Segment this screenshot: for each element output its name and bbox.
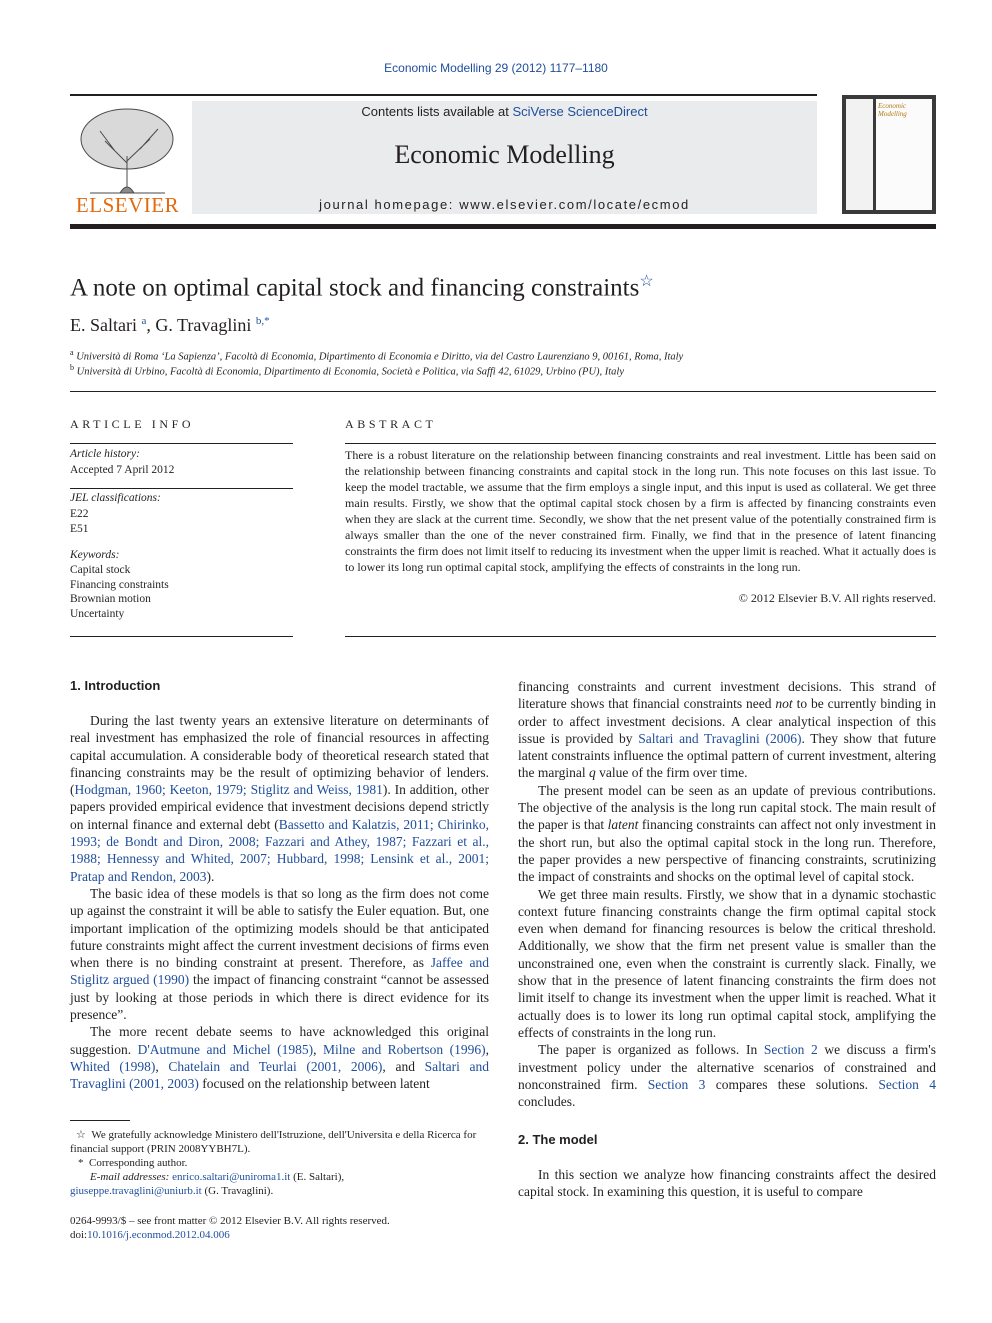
article-info-heading: ARTICLE INFO <box>70 417 195 431</box>
section-heading-introduction: 1. Introduction <box>70 678 161 693</box>
paragraph <box>70 885 489 1023</box>
info-rule <box>70 443 293 444</box>
text-run: concludes. <box>518 1094 576 1110</box>
text-run: The basic idea of these models is that so long as the firm does not come up against the constraint it will be able to satisfy the Euler equation. But, one important implication of the optimizing models should be that anticipated future constraints might affect the current investment decisions of firms even when there is no binding constraint at present. Therefore, as <box>70 885 489 971</box>
text-run: ). In addition, other papers provided empirical evidence that investment decisions depend strictly on internal finance and external debt ( <box>70 782 490 832</box>
affiliation: $^a$ Università di Roma ‘La Sapienza’, Facoltà di Economia, Dipartimento di Economia e Diritto, via del Castro Laurenziano 9, 00161, Roma, Italy <box>70 348 684 363</box>
right-column-body <box>518 678 936 1110</box>
text-run: the impact of financing constraint “cannot be assessed just by looking at those periods in which there is direct evidence for its presence”. <box>70 972 489 1023</box>
section-heading-model: 2. The model <box>518 1132 598 1147</box>
article-title: A note on optimal capital stock and financing constraints☆ <box>70 273 654 302</box>
author-list: E. Saltari $^a$, G. Travaglini $^{b,*}$ <box>70 315 270 335</box>
text-run: financing constraints and current investment decisions. This strand of literature shows that financial constraints need <box>518 679 936 712</box>
text-run: to be currently binding in order to affect investment decisions. A clear analytical inspection of this issue is provided by <box>518 696 936 746</box>
keyword: Capital stock <box>70 564 131 576</box>
sciencedirect-link[interactable]: SciVerse ScienceDirect <box>512 104 648 119</box>
text-run: , <box>485 1041 489 1057</box>
keyword: Uncertainty <box>70 607 125 620</box>
citation-link[interactable]: Whited (1998) <box>70 1058 156 1074</box>
email-link[interactable]: enrico.saltari@uniroma1.it <box>172 1171 291 1183</box>
history-label: Article history: <box>70 448 140 460</box>
author-name: E. Saltari <box>70 315 137 335</box>
title-footnote-mark[interactable]: ☆ <box>639 273 654 290</box>
text-run: . They show that future latent constraints influence the optimal pattern of current investment, altering the marginal <box>518 730 936 781</box>
text-run: During the last twenty years an extensive literature on determinants of real investment has emphasized the role of financial resources in affecting capital accumulation. A considerable body of theoretical research stated that financing constraints may be the result of optimizing behavior of lenders. ( <box>70 713 489 798</box>
citation-link[interactable]: Milne and Robertson (1996) <box>322 1041 486 1057</box>
jel-list <box>70 507 89 536</box>
paragraph <box>518 782 936 886</box>
citation-link[interactable]: Bassetto and Kalatzis, 2011; Chirinko, 1993; de Bondt and Diron, 2008; Fazzari and Athey, 1987; Fazzari et al., 1988; Hennessy and Whited, 2007; Hubbard, 1998; Lensink et al., 2001; Pratap and Rendon, 2003 <box>70 816 489 884</box>
text-run: financing constraints can affect not only investment in the short run, but also the optimal capital stock in the long run. Therefore, the paper provides a new perspective of financing constraints, scrutinizing the impact of constraints and shocks on the optimal level of capital stock. <box>518 817 936 885</box>
citation-link[interactable]: Section 4 <box>878 1076 936 1092</box>
journal-citation[interactable]: Economic Modelling 29 (2012) 1177–1180 <box>384 61 608 75</box>
text-run: value of the firm over time. <box>595 765 748 781</box>
jel-code: E22 <box>70 508 89 520</box>
info-rule <box>70 488 293 489</box>
citation-link[interactable]: Saltari and Travaglini (2006) <box>638 730 802 746</box>
text-run: In this section we analyze how financing constraints affect the desired capital stock. In examining this question, it is useful to compare <box>518 1167 936 1200</box>
emphasis-text: latent <box>607 817 639 833</box>
contents-line: Contents lists available at SciVerse ScienceDirect <box>361 104 648 119</box>
citation-link[interactable]: Section 2 <box>763 1042 818 1058</box>
keywords-list <box>70 563 169 621</box>
text-run: focused on the relationship between latent <box>198 1076 430 1092</box>
text-run: The paper is organized as follows. In <box>538 1042 764 1058</box>
text-run: The more recent debate seems to have acknowledged this original suggestion. <box>70 1024 489 1057</box>
email-link[interactable]: giuseppe.travaglini@uniurb.it <box>70 1185 202 1197</box>
email-footnote: E-mail addresses: enrico.saltari@uniroma1.it (E. Saltari), giuseppe.travaglini@uniurb.it (G. Travaglini). <box>70 1171 345 1197</box>
corresponding-footnote: * Corresponding author. <box>78 1157 188 1169</box>
paragraph <box>70 1023 489 1092</box>
journal-title: Economic Modelling <box>394 140 615 169</box>
history-value: Accepted 7 April 2012 <box>70 464 175 476</box>
text-run: compares these solutions. <box>705 1076 879 1092</box>
affiliation: $^b$ Università di Urbino, Facoltà di Economia, Dipartimento di Economia, Società e Politica, via Saffi 42, 61029, Urbino (PU), Italy <box>70 363 625 378</box>
keyword: Brownian motion <box>70 593 151 605</box>
abstract-rule <box>345 636 936 637</box>
journal-cover-thumbnail <box>842 95 936 214</box>
abstract-heading: ABSTRACT <box>345 417 437 431</box>
citation-link[interactable]: Section 3 <box>647 1076 706 1092</box>
paragraph <box>518 1041 936 1110</box>
paragraph <box>518 886 936 1042</box>
model-body <box>518 1166 936 1201</box>
author-name: G. Travaglini <box>155 315 252 335</box>
citation-link[interactable]: Chatelain and Teurlai (2001, 2006) <box>168 1058 383 1074</box>
emphasis-text: not <box>775 696 793 712</box>
funding-footnote: ☆ We gratefully acknowledge Ministero dell'Istruzione, dell'Universita e della Ricerca for financial support (PRIN 2008YYBH7L). <box>70 1129 477 1155</box>
issn-line: 0264-9993/$ – see front matter © 2012 Elsevier B.V. All rights reserved. <box>70 1215 390 1227</box>
text-run: We get three main results. Firstly, we show that in a dynamic stochastic context future financing constraints change the firm optimal capital stock even when demand for financing resources is below the critical threshold. Additionally, we show that the firm net present value is smaller than the unconstrained one, even when the constraint is currently slack. Finally, we show that in the presence of latent financing constraints the firm does not limit itself to change its investment when the upper limit is reached. What it actually does is to lower its long run optimal capital stock, amplifying the effects of constraints in the long run. <box>518 886 936 1040</box>
text-run: ). <box>206 868 215 884</box>
jel-code: E51 <box>70 522 89 535</box>
author-affiliation-mark[interactable]: a <box>141 315 147 327</box>
citation-link[interactable]: Saltari and Travaglini (2001, 2003) <box>70 1058 489 1092</box>
abstract-rule <box>345 443 936 444</box>
section-divider <box>70 391 936 392</box>
citation-link[interactable]: Jaffee and Stiglitz argued (1990) <box>70 955 490 988</box>
text-run: The present model can be seen as an update of previous contributions. The objective of the analysis is the long run capital stock. The main result of the paper is that <box>518 782 936 833</box>
paragraph <box>518 678 936 782</box>
elsevier-wordmark: ELSEVIER <box>75 193 180 217</box>
text-run: , <box>313 1041 323 1057</box>
footnote-rule <box>70 1120 130 1121</box>
doi-line: doi:10.1016/j.econmod.2012.04.006 <box>70 1229 230 1241</box>
left-column-body <box>70 712 489 1093</box>
cover-title: Economic Modelling <box>878 102 907 118</box>
text-run: , and <box>382 1058 425 1074</box>
text-run: , <box>155 1058 169 1074</box>
emphasis-text: q <box>588 765 596 781</box>
header-rule <box>70 94 817 96</box>
citation-link[interactable]: Hodgman, 1960; Keeton, 1979; Stiglitz and Weiss, 1981 <box>74 782 383 798</box>
doi-link[interactable]: 10.1016/j.econmod.2012.04.006 <box>87 1229 230 1241</box>
paragraph <box>518 1166 936 1201</box>
paragraph <box>70 712 489 885</box>
header-thick-rule <box>70 224 936 229</box>
abstract-text: There is a robust literature on the relationship between financing constraints and real investment. Little has been said on the relationship between financing constraints and capital stock in the long run. This note focuses on this last issue. To keep the model tractable, we assume that the firm employs a single input, and this input is used as collateral. We get three main results. Firstly, we show that the optimal capital stock chosen by a firm is affected by financing constraints even when they are slack at the current time. Secondly, we show that the net present value of the potentially constrained firm is always smaller than the one of the never constrained firm. Finally, we find that in the presence of latent financing constraints the firm does not limit itself to reducing its investment when the upper limit is reached. What it actually does is to lower its long run optimal capital stock, amplifying the effects of constraints in the long run. <box>345 448 936 574</box>
text-run: we discuss a firm's investment policy under the alternative scenarios of constrained and nonconstrained firm. <box>518 1042 936 1092</box>
citation-link[interactable]: D'Autmune and Michel (1985) <box>137 1041 314 1057</box>
footnotes <box>70 1128 489 1198</box>
jel-label: JEL classifications: <box>70 492 161 504</box>
journal-homepage[interactable]: journal homepage: www.elsevier.com/locate/ecmod <box>319 197 690 212</box>
info-rule <box>70 636 293 637</box>
copyright-notice: © 2012 Elsevier B.V. All rights reserved. <box>738 591 936 605</box>
keywords-label: Keywords: <box>70 549 120 561</box>
keyword: Financing constraints <box>70 578 169 591</box>
author-affiliation-mark[interactable]: b,* <box>255 315 270 327</box>
